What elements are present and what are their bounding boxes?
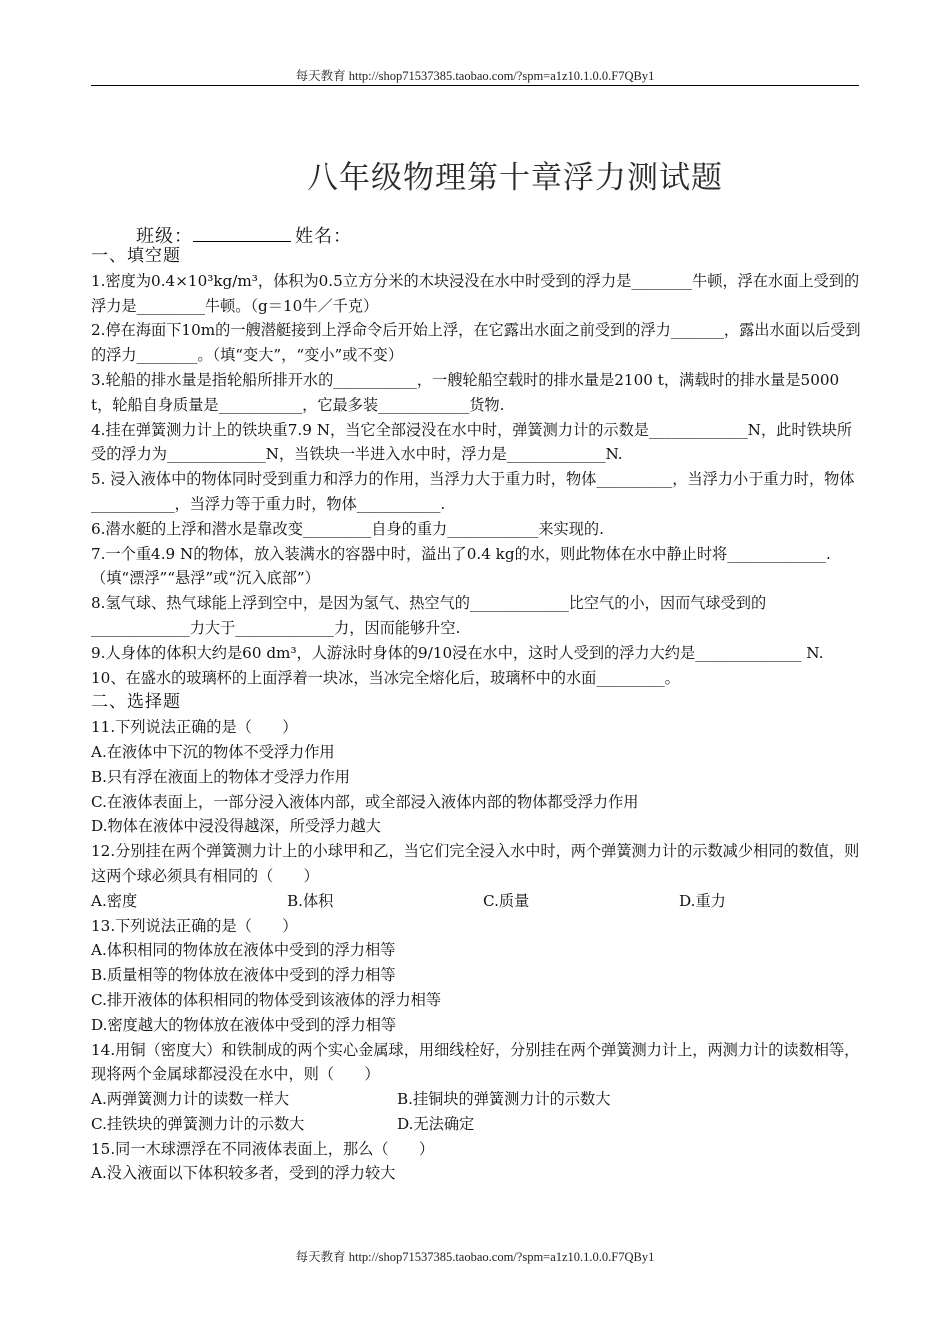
q11-option-b: B.只有浮在液面上的物体才受浮力作用	[91, 767, 350, 786]
fill-question-10: 10、在盛水的玻璃杯的上面浮着一块冰，当冰完全熔化后，玻璃杯中的水面_________。	[91, 668, 680, 687]
name-label: 姓名：	[295, 226, 352, 247]
page-footer: 每天教育 http://shop71537385.taobao.com/?spm=a1z10.1.0.0.F7QBy1	[295, 1250, 655, 1264]
q11-option-d: D.物体在液体中浸没得越深，所受浮力越大	[91, 817, 381, 836]
section-heading-fill: 一、填空题	[91, 246, 181, 266]
q14-stem: 14.用铜（密度大）和铁制成的两个实心金属球，用细线栓好，分别挂在两个弹簧测力计上，两测力计的读数相等，现将两个金属球都浸没在水中，则（ ）	[91, 1040, 860, 1084]
q12-option-a: A.密度	[91, 891, 138, 910]
fill-question-5: 5. 浸入液体中的物体同时受到重力和浮力的作用，当浮力大于重力时，物体__________，当浮力小于重力时，物体___________，当浮力等于重力时，物体___________.	[91, 470, 855, 513]
q14-option-b: B.挂铜块的弹簧测力计的示数大	[397, 1090, 611, 1109]
class-blank[interactable]	[193, 241, 291, 242]
q13-option-b: B.质量相等的物体放在液体中受到的浮力相等	[91, 966, 396, 985]
fill-question-3: 3.轮船的排水量是指轮船所排开水的___________，一艘轮船空载时的排水量是2100 t，满载时的排水量是5000 t，轮船自身质量是___________，它最多装____________货物.	[91, 370, 840, 414]
q11-option-a: A.在液体中下沉的物体不受浮力作用	[91, 742, 335, 761]
q12-option-b: B.体积	[287, 891, 334, 910]
fill-question-7: 7.一个重4.9 N的物体，放入装满水的容器中时，溢出了0.4 kg的水，则此物体在水中静止时将_____________.（填“漂浮”“悬浮”或“沉入底部”）	[91, 544, 831, 588]
q14-options-ab	[91, 1087, 861, 1112]
fill-question-8: 8.氢气球、热气球能上浮到空中，是因为氢气、热空气的_____________比空气的小，因而气球受到的_____________力大于_____________力，因而能够升空.	[91, 594, 767, 637]
q15-stem: 15.同一木球漂浮在不同液体表面上，那么（ ）	[91, 1139, 435, 1158]
section-heading-choice: 二、选择题	[91, 692, 181, 713]
q14-option-d: D.无法确定	[397, 1114, 475, 1133]
fill-question-2: 2.停在海面下10m的一艘潜艇接到上浮命令后开始上浮，在它露出水面之前受到的浮力_______，露出水面以后受到的浮力________。（填“变大”，“变小”或不变）	[91, 321, 861, 365]
q14-option-a: A.两弹簧测力计的读数一样大	[91, 1090, 290, 1109]
q12-stem: 12.分别挂在两个弹簧测力计上的小球甲和乙，当它们完全浸入水中时，两个弹簧测力计的示数减少相同的数值，则这两个球必须具有相同的（ ）	[91, 842, 860, 885]
class-label: 班级：	[136, 226, 193, 247]
q14-option-c: C.挂铁块的弹簧测力计的示数大	[91, 1114, 305, 1133]
fill-question-4: 4.挂在弹簧测力计上的铁块重7.9 N，当它全部浸没在水中时，弹簧测力计的示数是_____________N，此时铁块所受的浮力为_____________N，当铁块一半进入水中时，浮力是_____________N.	[91, 420, 853, 464]
fill-question-1: 1.密度为0.4×10³kg/m³，体积为0.5立方分米的木块浸没在水中时受到的浮力是________牛顿，浮在水面上受到的浮力是_________牛顿。（g＝10牛／千克）	[91, 271, 860, 315]
q13-option-d: D.密度越大的物体放在液体中受到的浮力相等	[91, 1015, 397, 1034]
q13-stem: 13.下列说法正确的是（ ）	[91, 916, 298, 935]
fill-question-6: 6.潜水艇的上浮和潜水是靠改变_________自身的重力____________来实现的.	[91, 519, 604, 538]
q11-stem: 11.下列说法正确的是（ ）	[91, 718, 298, 737]
q12-options	[91, 889, 861, 914]
q11-option-c: C.在液体表面上，一部分浸入液体内部，或全部浸入液体内部的物体都受浮力作用	[91, 792, 639, 811]
q12-option-c: C.质量	[483, 891, 530, 910]
q15-option-a: A.没入液面以下体积较多者，受到的浮力较大	[91, 1164, 396, 1183]
q13-option-c: C.排开液体的体积相同的物体受到该液体的浮力相等	[91, 990, 442, 1009]
q14-options-cd	[91, 1112, 861, 1137]
page-title: 八年级物理第十章浮力测试题	[307, 160, 723, 196]
header-rule	[91, 85, 859, 86]
page-header: 每天教育 http://shop71537385.taobao.com/?spm=a1z10.1.0.0.F7QBy1	[295, 69, 655, 83]
q13-option-a: A.体积相同的物体放在液体中受到的浮力相等	[91, 941, 396, 960]
fill-question-9: 9.人身体的体积大约是60 dm³，人游泳时身体的9/10浸在水中，这时人受到的浮力大约是______________ N.	[91, 643, 824, 662]
q12-option-d: D.重力	[679, 891, 726, 910]
question-body	[91, 244, 861, 1186]
